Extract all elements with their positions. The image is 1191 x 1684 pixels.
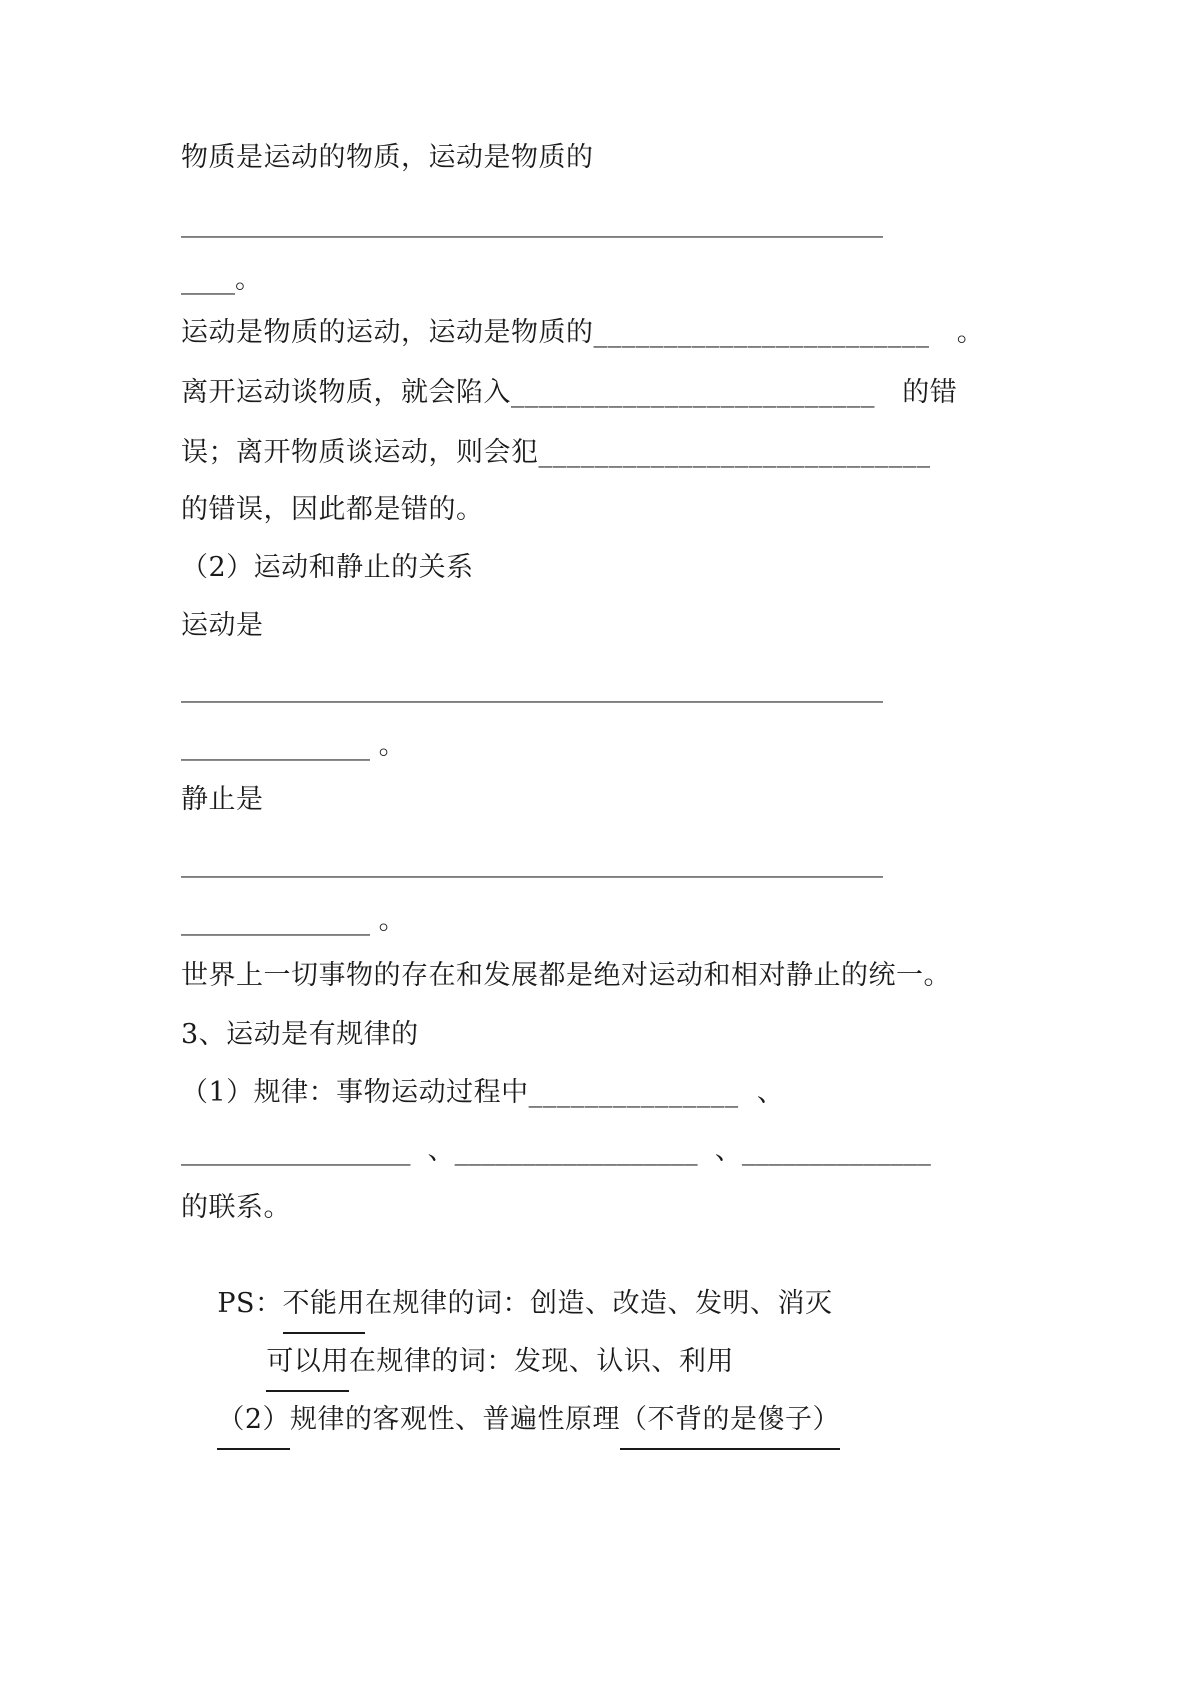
motion-label: 运动是: [181, 610, 264, 641]
section-title-law: 3、运动是有规律的: [181, 1019, 419, 1050]
section-principle-text: 规律的客观性、普遍性原理: [290, 1404, 621, 1435]
ps-underlined-can: 可以用: [266, 1344, 349, 1380]
fill-blank-line: ____________________________________________________: [181, 847, 883, 878]
fill-blank-line: ____________________________________________________: [181, 207, 883, 238]
ps-underlined-cannot: 不能用: [283, 1286, 366, 1322]
paragraph-matter-motion: 物质是运动的物质，运动是物质的: [181, 142, 594, 173]
paragraph-motion-matter: 运动是物质的运动，运动是物质的________________________ 。: [181, 317, 985, 348]
section-note-underlined: （不背的是傻子）: [620, 1402, 840, 1438]
rest-label: 静止是: [181, 784, 264, 815]
paragraph-conclusion: 的错误，因此都是错的。: [181, 494, 484, 525]
section-number-underlined: （2）: [217, 1402, 290, 1438]
ps-prefix: PS：: [217, 1288, 283, 1319]
paragraph-leave-matter: 误；离开物质谈运动，则会犯____________________________: [181, 437, 931, 468]
law-definition-line3: 的联系。: [181, 1192, 291, 1223]
fill-blank-line: ______________ 。: [181, 730, 406, 761]
paragraph-unity: 世界上一切事物的存在和发展都是绝对运动和相对静止的统一。: [181, 960, 951, 991]
law-definition-line1: （1）规律：事物运动过程中_______________ 、: [181, 1077, 785, 1108]
ps-line1-rest: 在规律的词：创造、改造、发明、消灭: [365, 1288, 833, 1319]
paragraph-leave-motion: 离开运动谈物质，就会陷入__________________________ 的错: [181, 377, 958, 408]
section-title-law-principle: [181, 1366, 840, 1474]
ps-line2-rest: 在规律的词：发现、认识、利用: [348, 1346, 734, 1377]
law-definition-line2: _________________ 、__________________ 、______________: [181, 1135, 931, 1166]
fill-blank-line: ____。: [181, 264, 262, 295]
section-title-motion-rest: （2）运动和静止的关系: [181, 552, 474, 583]
fill-blank-line: ____________________________________________________: [181, 672, 883, 703]
fill-blank-line: ______________ 。: [181, 905, 406, 936]
